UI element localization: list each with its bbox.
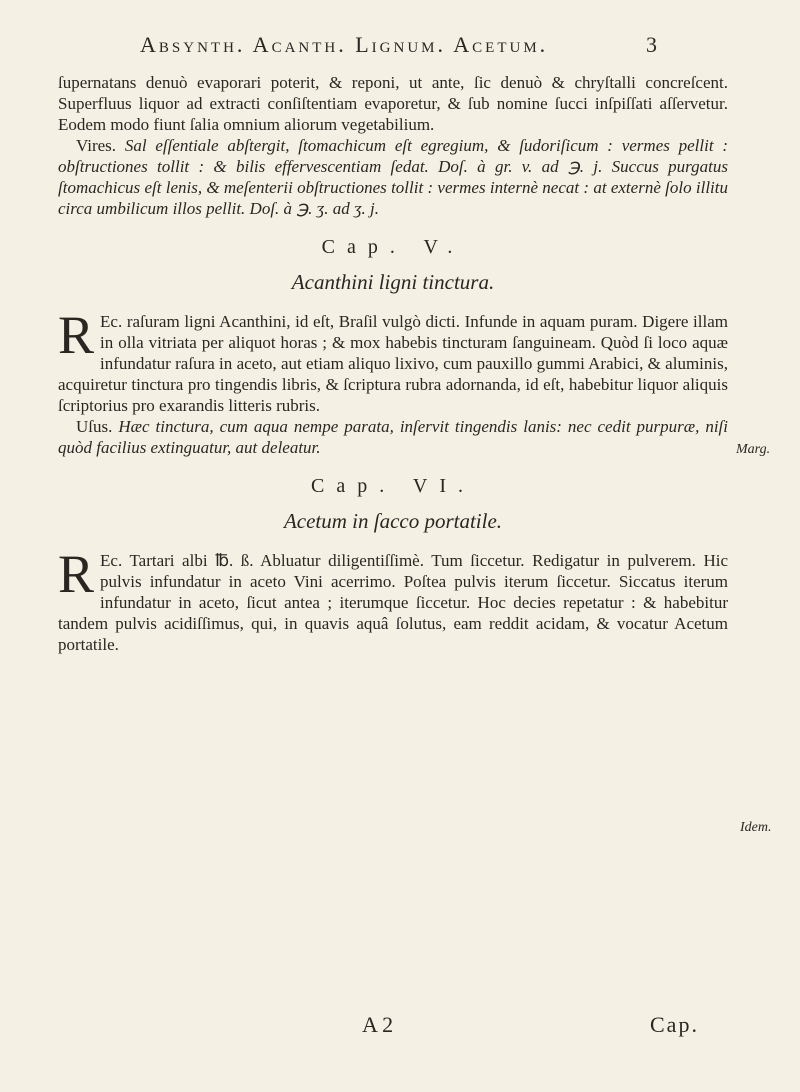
chapter-5-dropcap: R (58, 305, 95, 365)
running-title: Absynth. Acanth. Lignum. Acetum. (140, 32, 549, 57)
intro-paragraph: ſupernatans denuò evaporari poterit, & reponi, ut ante, ſic denuò & chryſtalli concreſcent. Superfluus liquor ad extracti conſiſtentiam evaporetur, & ſub nomine ſucci inſpiſſati aſſervetur. Eodem modo fiunt ſalia omnium aliorum vegetabilium. (58, 73, 728, 134)
page-number: 3 (646, 32, 660, 57)
vires-text: Sal eſſentiale abſtergit, ſtomachicum eſt egregium, & ſudoriſicum : vermes pellit : obſtructiones tollit : & bilis effervescentiam ſedat. Doſ. à gr. v. ad ℈. j. Succus purgatus ſtomachicus eſt lenis, & meſenterii obſtructiones tollit : vermes internè necat : at externè ſolo illitu circa umbilicum illos pellit. Doſ. à ℈. ʒ. ad ʒ. j. (58, 136, 728, 218)
running-header (140, 32, 660, 58)
chapter-6-text: Ec. Tartari albi ℔. ß. Abluatur diligentiſſimè. Tum ſiccetur. Redigatur in pulverem. Hic pulvis infundatur in aceto Vini acerrimo. Poſtea pulvis iterum ſiccetur. Siccatus iterum infundatur in aceto, ſicut antea ; iterumque ſiccetur. Hoc decies repetatur : & habebitur tandem pulvis acidiſſimus, qui, in quavis aquâ ſolutus, eam reddit acidam, & vocatur Acetum portatile. (58, 551, 728, 654)
chapter-6-paragraph (58, 544, 728, 655)
chapter-6-title: Acetum in ſacco portatile. (283, 509, 503, 533)
page-body (58, 72, 728, 655)
vires-paragraph (58, 135, 728, 219)
usus-text: Hæc tinctura, cum aqua nempe parata, inſervit tingendis lanis: nec cedit purpuræ, niſi quòd facilius extinguatur, aut deleatur. (58, 417, 729, 457)
catchword: Cap. (650, 1012, 699, 1037)
chapter-6-dropcap: R (58, 544, 95, 604)
chapter-5-text: Ec. raſuram ligni Acanthini, id eſt, Braſil vulgò dicti. Infunde in aquam puram. Digere illam in olla vitriata per aliquot horas ; & mox habebis tincturam ſanguineam. Quòd ſi loco aquæ infundatur raſura in aceto, aut etiam aliquo lixivo, cum pauxillo gummi Arabici, & aluminis, acquiretur tinctura pro tingendis libris, & ſcriptura rubra adornanda, id eſt, habebitur liquor aliquis ſcriptorius pro exarandis litteris rubris. (58, 312, 728, 415)
margin-note-marg: Marg. (736, 442, 771, 457)
chapter-5-title: Acanthini ligni tinctura. (291, 270, 495, 294)
signature-mark: A 2 (362, 1012, 394, 1037)
usus-paragraph (58, 416, 728, 458)
usus-label: Uſus. (76, 417, 113, 436)
vires-label: Vires. (76, 136, 117, 155)
margin-note-idem: Idem. (740, 820, 772, 835)
chapter-5-heading: Cap. V. (321, 236, 465, 258)
chapter-5-paragraph (58, 305, 728, 416)
chapter-6-heading: Cap. VI. (311, 475, 475, 497)
